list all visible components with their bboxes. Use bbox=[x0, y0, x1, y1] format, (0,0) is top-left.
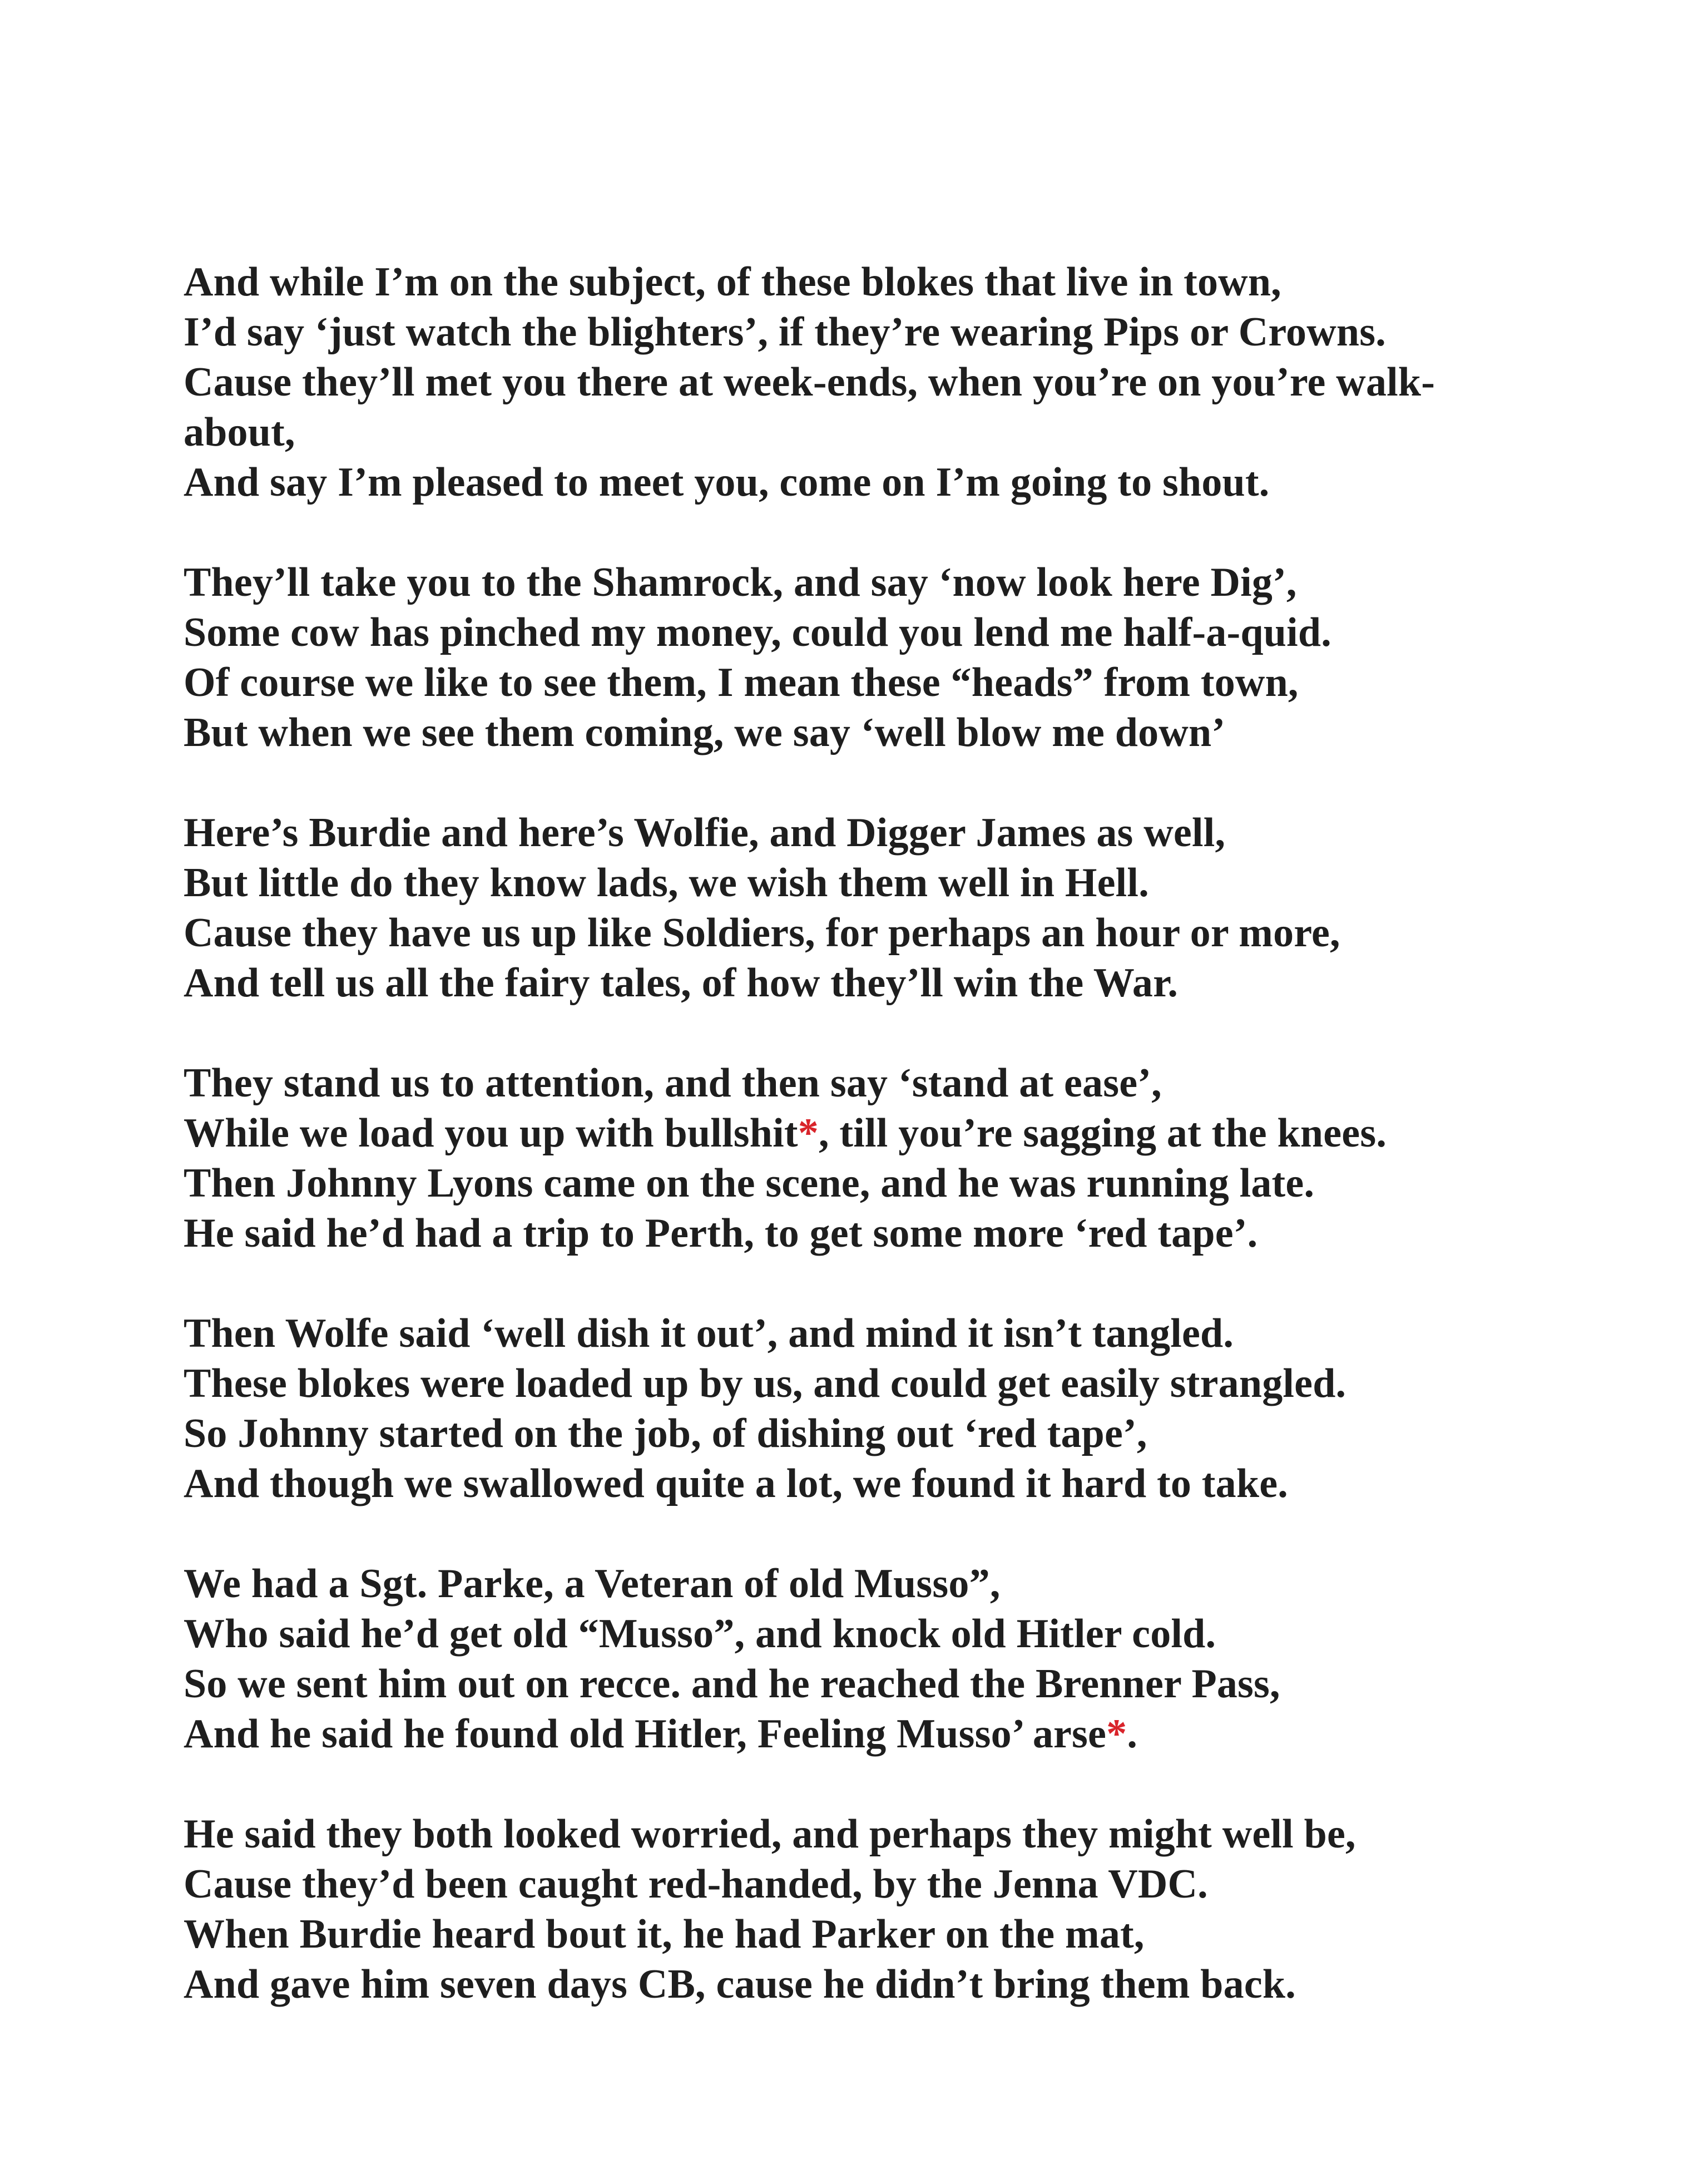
poem-line: And though we swallowed quite a lot, we found it hard to take. bbox=[184, 1461, 1288, 1506]
poem-line: When Burdie heard bout it, he had Parker on the mat, bbox=[184, 1911, 1145, 1957]
poem-line: Then Johnny Lyons came on the scene, and he was running late. bbox=[184, 1160, 1315, 1206]
poem-line: Cause they’ll met you there at week-ends, when you’re on you’re walk- bbox=[184, 359, 1435, 405]
line-text: While we load you up with bullshit bbox=[184, 1110, 798, 1156]
poem-line: And say I’m pleased to meet you, come on I’m going to shout. bbox=[184, 459, 1270, 505]
poem-line: I’d say ‘just watch the blighters’, if they’re wearing Pips or Crowns. bbox=[184, 309, 1386, 355]
poem-line: about, bbox=[184, 409, 295, 455]
poem-line: Who said he’d get old “Musso”, and knock old Hitler cold. bbox=[184, 1611, 1216, 1657]
poem-line: Of course we like to see them, I mean these “heads” from town, bbox=[184, 660, 1299, 705]
poem-line: Cause they’d been caught red-handed, by the Jenna VDC. bbox=[184, 1861, 1208, 1907]
line-text: , till you’re sagging at the knees. bbox=[818, 1110, 1387, 1156]
stanza-4 bbox=[184, 1058, 1563, 1258]
poem-line: Then Wolfe said ‘well dish it out’, and mind it isn’t tangled. bbox=[184, 1311, 1234, 1356]
poem-line: He said he’d had a trip to Perth, to get some more ‘red tape’. bbox=[184, 1210, 1258, 1256]
poem-line: He said they both looked worried, and perhaps they might well be, bbox=[184, 1811, 1356, 1857]
poem-line: And tell us all the fairy tales, of how they’ll win the War. bbox=[184, 960, 1179, 1006]
poem-line: But little do they know lads, we wish them well in Hell. bbox=[184, 860, 1149, 906]
poem-line: We had a Sgt. Parke, a Veteran of old Musso”, bbox=[184, 1561, 1001, 1607]
line-text: And he said he found old Hitler, Feeling Musso’ arse bbox=[184, 1711, 1107, 1757]
poem-line-with-footnote bbox=[184, 1108, 1563, 1158]
poem-line: They’ll take you to the Shamrock, and say ‘now look here Dig’, bbox=[184, 560, 1297, 605]
poem-line: Some cow has pinched my money, could you lend me half-a-quid. bbox=[184, 610, 1331, 655]
poem-body bbox=[184, 257, 1563, 2059]
line-text: . bbox=[1127, 1711, 1138, 1757]
stanza-1 bbox=[184, 257, 1563, 507]
stanza-5 bbox=[184, 1308, 1563, 1509]
poem-line: So we sent him out on recce. and he reached the Brenner Pass, bbox=[184, 1661, 1280, 1707]
stanza-2 bbox=[184, 557, 1563, 758]
stanza-6 bbox=[184, 1559, 1563, 1759]
footnote-asterisk: * bbox=[1106, 1711, 1127, 1757]
poem-line: Cause they have us up like Soldiers, for perhaps an hour or more, bbox=[184, 910, 1340, 956]
poem-line: And gave him seven days CB, cause he didn’t bring them back. bbox=[184, 1961, 1296, 2007]
poem-line: Here’s Burdie and here’s Wolfie, and Digger James as well, bbox=[184, 810, 1226, 856]
poem-line: But when we see them coming, we say ‘well blow me down’ bbox=[184, 710, 1226, 755]
stanza-3 bbox=[184, 808, 1563, 1008]
poem-line: They stand us to attention, and then say ‘stand at ease’, bbox=[184, 1060, 1162, 1106]
stanza-7 bbox=[184, 1809, 1563, 2009]
poem-line: These blokes were loaded up by us, and could get easily strangled. bbox=[184, 1361, 1346, 1406]
poem-line: So Johnny started on the job, of dishing out ‘red tape’, bbox=[184, 1411, 1147, 1456]
poem-line-with-footnote bbox=[184, 1709, 1563, 1759]
footnote-asterisk: * bbox=[798, 1110, 819, 1156]
poem-line: And while I’m on the subject, of these blokes that live in town, bbox=[184, 259, 1281, 305]
